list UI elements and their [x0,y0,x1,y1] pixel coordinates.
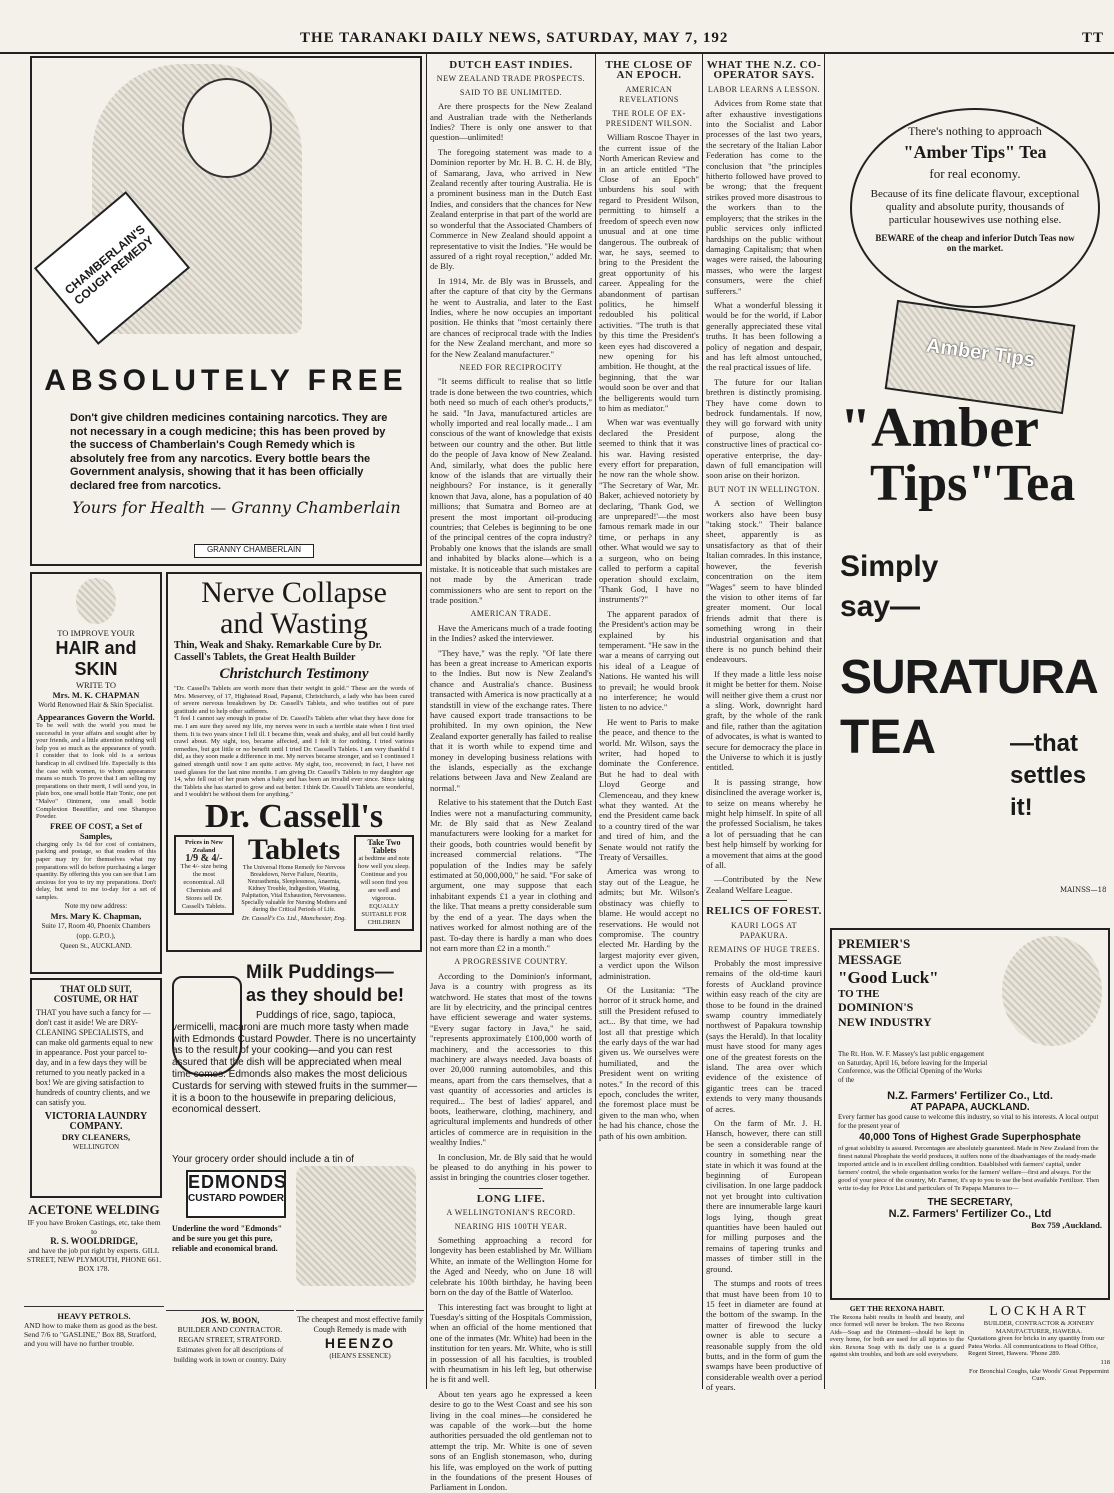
rexona-body: The Rexona habit results in health and beauty, and once formed will never be broken. The two Rexona Aids—Soap and the Ointment—should be kept in every home, for both are used for all injuries to the skin. Rexona Soap with its daily use is a guard against skin troubles, and both are sold everywhere. [830,1314,964,1359]
amber-big1: "Amber [840,397,1040,459]
cassell-sub: Thin, Weak and Shaky. Remarkable Cure by Dr. Cassell's Tablets, the Great Health Builder [174,640,382,663]
lockhart-ad [968,1304,1110,1388]
acetone-head: ACETONE WELDING [28,1202,160,1217]
premier-body3: of great solubility is assured. Percentages are absolutely guaranteed. Made in New Zealand from the finest natural Phosphate the world produces, it suffers none of the disadvantages of the ready-made imported article and is in excellent drilling condition. Established with farmers' capital, under farmers' control, the whole organisation works for the farmers' welfare—first and always. For the good of your piece of the country, Mr. Farmer, it's up to you to use the best available Fertilizer. Then write to-day for Price List and particulars of Te Papapa Manures to— [838,1145,1100,1192]
header-rule [0,52,1114,54]
hair-body: To be well with the world you must be successful in your affairs and sought after by your friends, and a little attention nothing will help you so much as the appearance of youth. I consider that to look old is a serious handicap in all civilised life. Especially is this the case with women, to whom appearance means so much. To prove that I am selling my preparations on their merit, I will send you, in plain box, one small bottle Hair Tonic, one pot "Malvo" Ointment, one small bottle Complexion Beautifier, and one Shampoo Powder. [36,722,156,821]
paragraph: Probably the most impressive remains of the old-time kauri forests of Auckland province within easy reach of the city are those to be found in the drained swamp country immediately northwest of Papakura township (says the Herald). In that locality must have stood for many ages one of the greatest forests on the island. The area over which evidence of the existence of gigantic trees can be traced extends to very many thousands of acres. [706,957,822,1114]
article-subheading: NEARING HIS 100TH YEAR. [454,1221,568,1231]
cassell-mid: The Universal Home Remedy for Nervous Breakdown, Nerve Failure, Neuritis, Neurasthenia, Sleeplessness, Anaemia, Kidney Trouble, Indigestion, Wasting, Palpitation, Vital Exhaustion, Nervousness. Specially valuable for Nursing Mothers and during the Critical Periods of Life. [241,864,347,913]
heenzo-body: The cheapest and most effective family Cough Remedy is made with [297,1315,423,1334]
cassell-title2: and Wasting [220,607,368,640]
acetone-name: R. S. WOOLDRIDGE, [50,1236,138,1246]
cassell-testimony: Christchurch Testimony [219,666,369,682]
premier-t5: DOMINION'S [838,1000,914,1014]
premier-co2: N.Z. Farmers' Fertilizer Co., Ltd [888,1208,1052,1220]
amber-line3: for real economy. [929,166,1021,181]
packet-label: Amber Tips [924,334,1037,372]
take-title: Take Two Tablets [367,837,401,855]
price-amount: 1/9 & 4/- [185,852,223,864]
paragraph: When war was eventually declared the President seemed to think that it was his war. Having resisted every effort for preparation, he now ran the whole show. "The Secretary of War, Mr. Baker, achieved notoriety by declaring, 'Thank God, we are unprepared!'—the most famous remark made in our time, or perhaps in any other. What would we say to a surgeon, who on being called to perform a capital operation should exclaim, 'Thank God, I have no instruments'?" [599,417,699,605]
paragraph: About ten years ago he expressed a keen desire to go to the West Coast and see his son living in the coal mines—he considered he was capable of the work—but the home authorities persuaded the old gentleman not to attempt the trip. Mr. White is one of seven sons of an English stonemason, who, during his life, was employed on the work of putting in the foundations of the present Houses of Parliament in London. [430,1388,592,1493]
premier-t3: "Good Luck" [838,968,939,987]
column-rule [824,54,825,1389]
column-rule [426,54,427,1389]
granny-caption: GRANNY CHAMBERLAIN [194,544,314,558]
victoria-sub: DRY CLEANERS, [61,1132,131,1142]
cough-headline: ABSOLUTELY FREE [44,364,408,397]
lockhart-sub: BUILDER, CONTRACTOR & JOINERY MANUFACTURER, HAWERA. [983,1320,1095,1335]
heenzo-brand: HEENZO [324,1335,396,1351]
cassell-price-box [174,835,234,915]
amber-line1: There's nothing to approach [908,124,1042,138]
petrol-body: AND how to make them as good as the best. Send 7/6 to "GASLINE," Box 88, Stratford, and you will have no further trouble. [24,1321,158,1348]
victoria-laundry-ad [30,978,162,1198]
article-subheading: A WELLINGTONIAN'S RECORD. [446,1208,576,1218]
suratura-line1: Simply [840,550,939,583]
boon-sub: BUILDER AND CONTRACTOR. [177,1325,283,1334]
victoria-name: VICTORIA LAUNDRY COMPANY. [44,1111,148,1132]
article-subheading: NEED FOR RECIPROCITY [459,362,563,372]
article-subheading: KAURI LOGS AT PAPAKURA. [730,920,798,941]
paragraph: Have the Americans much of a trade footing in the Indies? asked the interviewer. [430,622,592,644]
paragraph: "They have," was the reply. "Of late there has been a great increase to American exports to the Indies. But now is New Zealand's chance and Australia's chance. Business transacted with America is now practically at a standstill in view of the exchange rates. There have caused export trade transactions to be prohibited. In my own opinion, the New Zealand exporter generally has failed to realise that it is worth while to expend time and money in developing business relations with the islands, especially as the exchange relations between Java and New Zealand are normal." [430,647,592,793]
hair-addr3: Queen St., AUCKLAND. [60,942,132,951]
fertilizer-ad [830,928,1110,1300]
amber-body: Because of its fine delicate flavour, exceptional quality and absolute purity, thousands of particular housewives use nothing else. [870,188,1080,226]
cough-remedy-ad [30,56,422,566]
bottle-label: CHAMBERLAIN'S COUGH REMEDY [34,191,190,345]
article-subheading: THE ROLE OF EX-PRESIDENT WILSON. [605,108,693,129]
amber-big2: Tips"Tea [870,455,1076,512]
cassell-ad [166,572,422,952]
premier-t6: NEW INDUSTRY [838,1015,932,1029]
paragraph: In conclusion, Mr. de Bly said that he would be pleased to do anything in his power to assist in bringing the countries closer together. [430,1151,592,1183]
acetone-body2: and have the job put right by experts. GILL STREET, NEW PLYMOUTH, PHONE 661. BOX 178. [26,1246,162,1273]
victoria-head: THAT OLD SUIT, COSTUME, OR HAT [53,984,139,1004]
massey-portrait [1002,936,1102,1046]
divider [741,900,787,901]
lockhart-body: Quotations given for bricks in any quantity from our Patea Works. All communications to Head Office, Regent Street, Hawera. 'Phone 289. [968,1335,1105,1357]
portrait [76,578,116,624]
paragraph: A section of Wellington workers also have been busy "taking stock." Their balance sheet, apparently is as unsatisfactory as that of their Italian comrades. In this instance, however, the feverish concentration on the item "Wages" seem to have blinded the vision to other items of far greater moment. Our local friends admit that there is something wrong in their industrial organisation and that there is no punch behind their endeavours. [706,498,822,665]
column-close-of-epoch [599,58,699,1388]
article-heading: WHAT THE N.Z. CO-OPERATOR SAYS. [706,59,822,82]
article-heading: RELICS OF FOREST. [706,905,822,918]
edmonds-under: Underline the word "Edmonds" and be sure you get this pure, reliable and economical brand. [172,1224,283,1253]
cough-signature: Yours for Health — Granny Chamberlain [72,498,401,517]
hair-write: WRITE TO [75,680,117,690]
premier-t4: TO THE [838,988,880,1000]
petrol-ad [24,1306,164,1386]
premier-tons: 40,000 Tons of Highest Grade Superphosphate [859,1132,1081,1143]
paragraph: The stumps and roots of trees that must have been from 10 to 15 feet in diameter are found at the bottom of the swamp. In the matter of firewood the lucky owner is able to secure a reasonable supply from the old butts, and in the form of gum the swamps have been productive of considerable wealth over a period of years. [706,1278,822,1393]
heenzo-ad [296,1310,424,1386]
amber-beware: BEWARE of the cheap and inferior Dutch Teas now on the market. [875,233,1075,253]
boon-ad [166,1310,294,1386]
amber-tips-ad [830,58,1110,528]
premier-loc: AT PAPAPA, AUCKLAND. [910,1102,1030,1113]
paragraph: The apparent paradox of the President's action may be explained by his temperament. "He saw in the war a means of carrying out his ideal of a League of Nations. He wanted his will to prevail; he would brook no interference; he would listen to no advice." [599,608,699,713]
paragraph: This interesting fact was brought to light at Tuesday's sitting of the Hospitals Commission, when an official of the home mentioned that one of the inmates (Mr. White) had been in the institution for ten years. Mr. White, who is still in possession of all his faculties, is troubled with rheumatism in his left leg, but otherwise he is fit and well. [430,1301,592,1385]
paragraph: —Contributed by the New Zealand Welfare League. [706,874,822,895]
paragraph: Of the Lusitania: "The horror of it struck home, and still the President refused to act... By that time, we had lost all that prestige which the early days of the war had given us. We ourselves were humiliated, and the President went on writing notes." In the record of this epoch, concludes the writer, the foremost place must be given to the man who, when he had his chance, chose the path of his own ambition. [599,984,699,1141]
suratura-tail1: —that [1010,730,1078,757]
boon-addr: REGAN STREET, STRATFORD. [178,1335,282,1344]
paragraph: On the farm of Mr. J. H. Hansch, however, there can still be seen a considerable range of country in something near the state in which it was found at the beginning of European civilisation. In one large paddock not yet brought into cultivation there are innumerable large kauri logs lying, though great quantities have been hauled out for milling purposes and the remains of tapering trunks and masses of timber still in the ground. [706,1118,822,1274]
lockhart-foot: For Bronchial Coughs, take Woods' Great Peppermint Cure. [968,1367,1110,1382]
paragraph: Something approaching a record for longevity has been established by Mr. William White, an inmate of the Wellington Home for the Aged and Needy, who on June 18 will celebrate his 100th birthday, he having been born on the day of the Battle of Waterloo. [430,1235,592,1298]
article-heading: THE CLOSE OF AN EPOCH. [605,59,693,82]
victoria-body: THAT you have such a fancy for —don't cast it aside! We are DRY-CLEANING SPECIALISTS, and can make old garments equal to new in appearance. Post your parcel to-day, and in a few days they will be returned to you neatly packed in a box! We are giving satisfaction to hundreds of country clients, and we can satisfy you. [36,1008,153,1107]
hair-skin-ad [30,572,162,974]
paragraph: Advices from Rome state that after exhaustive investigations into the Socialist and Labor processes of the last two years, the secretary of the Italian Labor Federation has come to the conclusion that "the principles hitherto followed have proved to be wrong; that the frequent strikes proved more disastrous to the workers than to the employers; that the strikes in the public services only inflicted hardships on the public without damaging Capitalism; that when wages were raised, the labouring masses, who were the largest consumers, were the chief sufferers." [706,98,822,296]
boon-name: JOS. W. BOON, [200,1315,260,1325]
paragraph: The future for our Italian brethren is distinctly promising. They have come down to bedrock fundamentals. If now, they will go forward with unity of purpose, along the constructive lines of practical co-operative enterprise, the day-dawn of full emancipation will soon arise on their horizon. [706,376,822,481]
article-subheading: LABOR LEARNS A LESSON. [707,84,821,94]
article-heading: LONG LIFE. [476,1192,546,1205]
cassell-take-box [354,835,414,931]
premier-body2: Every farmer has good cause to welcome this industry, so vital to his interests. A local output for the present year of [838,1113,1099,1130]
cassell-body2: "I feel I cannot say enough in praise of Dr. Cassell's Tablets after what they have done for me. I am sure they saved my life, my nerves were in such a terrible state when I first tried them. It is two years since I fell ill. I became thin, weak and shaky, and all but could hardly crawl about. My sight, too, became affected, and I felt it for nothing. I tried various remedies, but got little or no benefit until I tried Dr. Cassell's Tablets. I am very thankful I did, as they soon made a difference in me. My nerves became stronger, and so I continued I gained strength until now I am quite active. My sight, too, recovered; in fact, I have not used glasses for the last nine months. I am giving Dr. Cassell's Tablets to my daughter age 14, who fell out of her pram when a baby and has been an invalid ever since. Since taking the Tablets she has started to grow and eat better. I think Dr. Cassell's Tablets are wonderful, and I wouldn't be without them for anything." [174,715,414,799]
page-number: TT [1081,30,1104,46]
premier-body: The Rt. Hon. W. F. Massey's last public engagement on Saturday, April 16, before leaving for the Imperial Conference, was the Official Opening of the Works of the [838,1050,988,1084]
paragraph: William Roscoe Thayer in the current issue of the North American Review and in an article entitled "The Close of an Epoch" unburdens his soul with regard to President Wilson, permitting to himself a freedom of speech even now unusual and at one time dangerous. The outbreak of war, he says, seemed to bring to the President the great opportunity of his career. Appealing for the abandonment of partisan politics, he himself redoubled his political activities. "The truth is that by this time the President's keen eyes had discovered a new opening for his ambition. He thought, at the beginning, that the war would soon be over and that the belligerents would turn to him as mediator." [599,132,699,413]
edmonds-order: Your grocery order should include a tin of [172,1154,354,1165]
price-title: Prices in New Zealand [185,838,223,854]
victoria-city: WELLINGTON [72,1143,120,1151]
cassell-mfr: Dr. Cassell's Co. Ltd., Manchester, Eng. [241,914,347,922]
hair-note: Note my new address: [64,902,128,911]
hair-addr1: Mrs. Mary K. Chapman, [50,911,142,922]
paragraph: According to the Dominion's informant, Java is a country with progress as its watchword. He states that most of the towns are lit by electricity, and the principal centres have efficient sewerage and water systems. "Every sugar factory in Java," he said, "represents approximately £100,000 worth of machinery, and the accessories to this machinery are always needed. Java boasts of over 20,000 running automobiles, and this means, apart from the cars themselves, that a vast quantity of accessories and articles is required... The best of ladies' apparel, and boots, leatherware, clothing, machinery, and agricultural implements and hundreds of other articles of commerce are in requisition in the wealthy Indies." [430,970,592,1148]
edmonds-title2: as they should be! [246,985,405,1005]
cassell-tablets: Tablets [247,832,341,866]
divider [479,1188,544,1189]
premier-co: N.Z. Farmers' Fertilizer Co., Ltd. [887,1090,1053,1102]
article-subheading: REMAINS OF HUGE TREES. [708,944,820,954]
price-note: The 4/- size being the most economical. All Chemists and Stores sell Dr. Cassell's Tablets. [180,862,228,910]
hair-top: TO IMPROVE YOUR [57,628,135,638]
hair-free: FREE OF COST, a Set of Samples, [49,820,143,841]
article-subheading: SAID TO BE UNLIMITED. [459,87,563,97]
edmonds-brand: EDMONDS [188,1172,288,1192]
suratura-ad [830,540,1110,920]
paragraph: America was wrong to stay out of the League, he admits; but Mr. Wilson's obstinacy was chiefly to blame. He would accept no reservations. He would not compromise. The country elected Mr. Harding by the largest majority ever given, a verdict upon the Wilson administration. [599,866,699,981]
paragraph: Relative to his statement that the Dutch East Indies were not a manufacturing community, Mr. de Bly said that as New Zealand manufacturers were looking for a market for their goods, both countries would benefit by increased commercial relations. "The population of the Indies may be safely estimated at 50,000,000," he said. "For sake of argument, one may suppose that each inhabitant expends £1 a year in clothing and the like. That means a pretty considerable sum by the end of a year. The days when the natives worked for almost nothing are of the past. To-day there is hardly a man who does not earn more than £2 in a month." [430,797,592,953]
article-heading: DUTCH EAST INDIES. [449,59,573,71]
edmonds-body: Puddings of rice, sago, tapioca, vermicelli, macaroni are much more tasty when made with Edmonds Custard Powder. There is no uncertainty as to the result of your cooking—and you can rest assured that the dish will be appreciated when meal time comes. Edmonds also makes the most delicious Custards for serving with stewed fruits in the summer—it is a boon to the housewife in preparing delicious, economical dessert. [172,1010,418,1116]
rexona-head: GET THE REXONA HABIT. [849,1304,945,1313]
column-dutch-east-indies [430,58,592,1493]
suratura-tail3: it! [1010,794,1033,821]
column-co-operator [706,58,822,1393]
suratura-tail2: settles [1010,762,1087,789]
cassell-body1: "Dr. Cassell's Tablets are worth more than their weight in gold." These are the words of Mrs. Meservey, of 17, Highstead Road, Papanui, Christchurch, a lady who has been cured of severe nervous breakdown by Dr. Cassell's Tablets, and who testifies out of pure gratitude and to help other sufferers. [174,685,414,715]
masthead-title: THE TARANAKI DAILY NEWS, SATURDAY, MAY 7, 192 [300,30,729,46]
suratura-tea: TEA [840,711,936,764]
paragraph: "It seems difficult to realise that so little trade is done between the two countries, which both need so much of each other's products," he said. "In Java, manufactured articles are wholly imported and real locally made... I am conscious of the want of knowledge that exists between our country and the other. But little do the people of Java know of New Zealand. And, similarly, what does the public here know of the islands that are virtually their neighbours? For instance, is it generally known that Java, alone, has a population of 40 millions; that Sumatra and Borneo are at present the most important oil-producing countries; that Celebes is beginning to be one of the principal centres of the copra industry? Probably one knows that the islands are small and inhabited by blacks alone—which is a mistake. It is noticeable that such mistakes are not made by the American trade commissioners who are sent to report on the trade position." [430,376,592,605]
amber-oval [850,108,1100,308]
cough-body: Don't give children medicines containing narcotics. They are not necessary in a cough medicine; this has been proved by the success of Chamberlain's Cough Remedy which is absolutely free from any narcotics. Every bottle bears the Government analysis, showing that it has been officially declared free from narcotics. [70,412,388,492]
premier-sec: THE SECRETARY, [927,1197,1013,1208]
cassell-title1: Nerve Collapse [201,576,387,609]
hair-addr2: Suite 17, Room 40, Phoenix Chambers (opp. G.P.O.), [41,922,151,941]
granny-face [182,78,272,178]
column-rule [702,54,703,1389]
premier-t1: PREMIER'S [838,936,911,951]
page-header [0,0,1114,52]
acetone-welding-ad [24,1202,164,1304]
paragraph: It is passing strange, how disinclined the average worker is, to seize on means whereby he might help himself. In spite of all the professed Socialism, he takes a lot of persuading that he can best help himself by working for a movement that aims at the good of all. [706,776,822,871]
suratura-line2: say— [840,590,921,623]
cassell-brand: Dr. Cassell's [204,797,384,835]
article-subheading: AMERICAN TRADE. [470,609,552,619]
amber-line2: "Amber Tips" Tea [903,142,1047,162]
hair-body2: charging only 1s 6d for cost of containers, packing and postage, so that readers of this paper may try for themselves what my preparations will do before purchasing a larger quantity. By offering this you can see that I am anxious for you to try my preparations. Don't delay, but send to me to-day for a set of samples. [36,840,156,901]
acetone-body: IF you have Broken Castings, etc, take them to [27,1218,161,1236]
petrol-head: HEAVY PETROLS. [57,1311,131,1321]
edmonds-tin [186,1170,286,1218]
article-subheading: NEW ZEALAND TRADE PROSPECTS. [436,74,586,84]
paragraph: If they made a little less noise it might be better for them. Noise will neither give them a crust nor a sling. Work, downright hard graft, by the whole of the rank and file, rather than the agitation of advocates, is what is wanted to secure for democracy the place in the Universe to which it is justly entitled. [706,668,822,773]
edmonds-brand2: CUSTARD POWDER [188,1193,284,1204]
article-subheading: AMERICAN REVELATIONS [619,84,679,105]
edmonds-ad [166,956,424,1306]
column-rule [595,54,596,1389]
article-subheading: BUT NOT IN WELLINGTON. [707,484,821,494]
hair-sub: Appearances Govern the World. [37,712,155,722]
hair-spec: World Renowned Hair & Skin Specialist. [38,701,154,709]
boon-body: Estimates given for all descriptions of building work in town or country. Dairy [173,1346,287,1364]
paragraph: The foregoing statement was made to a Dominion reporter by Mr. H. B. C. H. de Bly, of Samarang, Java, who arrived in New Zealand recently after touring Australia. He is a prominent business man in the Dutch East Indies, and considers that the chances for New Zealand enterprise in that part of the world are so wonderful that the Associated Chambers of Commerce in New Zealand should appoint a representative to visit the Indies. "He would be assured of a right royal reception," added Mr. de Bly. [430,146,592,272]
rexona-ad [830,1304,964,1388]
lockhart-name: LOCKHART [989,1304,1089,1319]
paragraph: Are there prospects for the New Zealand and Australian trade with the Netherlands Indies? There is only one answer to that question—unlimited! [430,101,592,143]
suratura-brand: SURATURA [840,651,1098,704]
suratura-code: MAINSS—18 [1060,886,1107,894]
lockhart-num: 118 [1100,1358,1110,1366]
hair-name: Mrs. M. K. CHAPMAN [52,690,140,700]
premier-box: Box 759 ,Auckland. [1031,1220,1102,1230]
paragraph: What a wonderful blessing it would be for the world, if Labor generally appreciated these vital truths. It has been following a policy of negation and despair, and has left almost untouched, the real practical issues of life. [706,299,822,373]
hair-title1: HAIR and [55,638,137,658]
premier-t2: MESSAGE [838,952,902,967]
heenzo-sub: (HEAN'S ESSENCE) [329,1352,391,1360]
children-illustration [296,1166,416,1286]
edmonds-title1: Milk Puddings— [246,962,394,983]
paragraph: In 1914, Mr. de Bly was in Brussels, and after the capture of that city by the Germans he went to Australia, and later to the East Indies, where he now occupies an important position. He thinks that "most certainly there are chances of reciprocal trade with the Indies for the New Zealand merchant, and more so for the New Zealand manufacturer." [430,275,592,359]
paragraph: He went to Paris to make the peace, and thence to the world. Mr. Wilson, says the writer, had hoped to dominate the Conference. But he had to deal with Lloyd George and Clemenceau, and they knew what they wanted. At the end the President came back to a country tired of the war and tired of him, and the Senate would not ratify the Treaty of Versailles. [599,716,699,863]
article-subheading: A PROGRESSIVE COUNTRY. [454,957,568,967]
hair-title2: SKIN [74,659,118,679]
take-body: at bedtime and note how well you sleep. Continue and you will soon find you are well and vigorous. EQUALLY SUITABLE FOR CHILDREN [358,854,410,926]
